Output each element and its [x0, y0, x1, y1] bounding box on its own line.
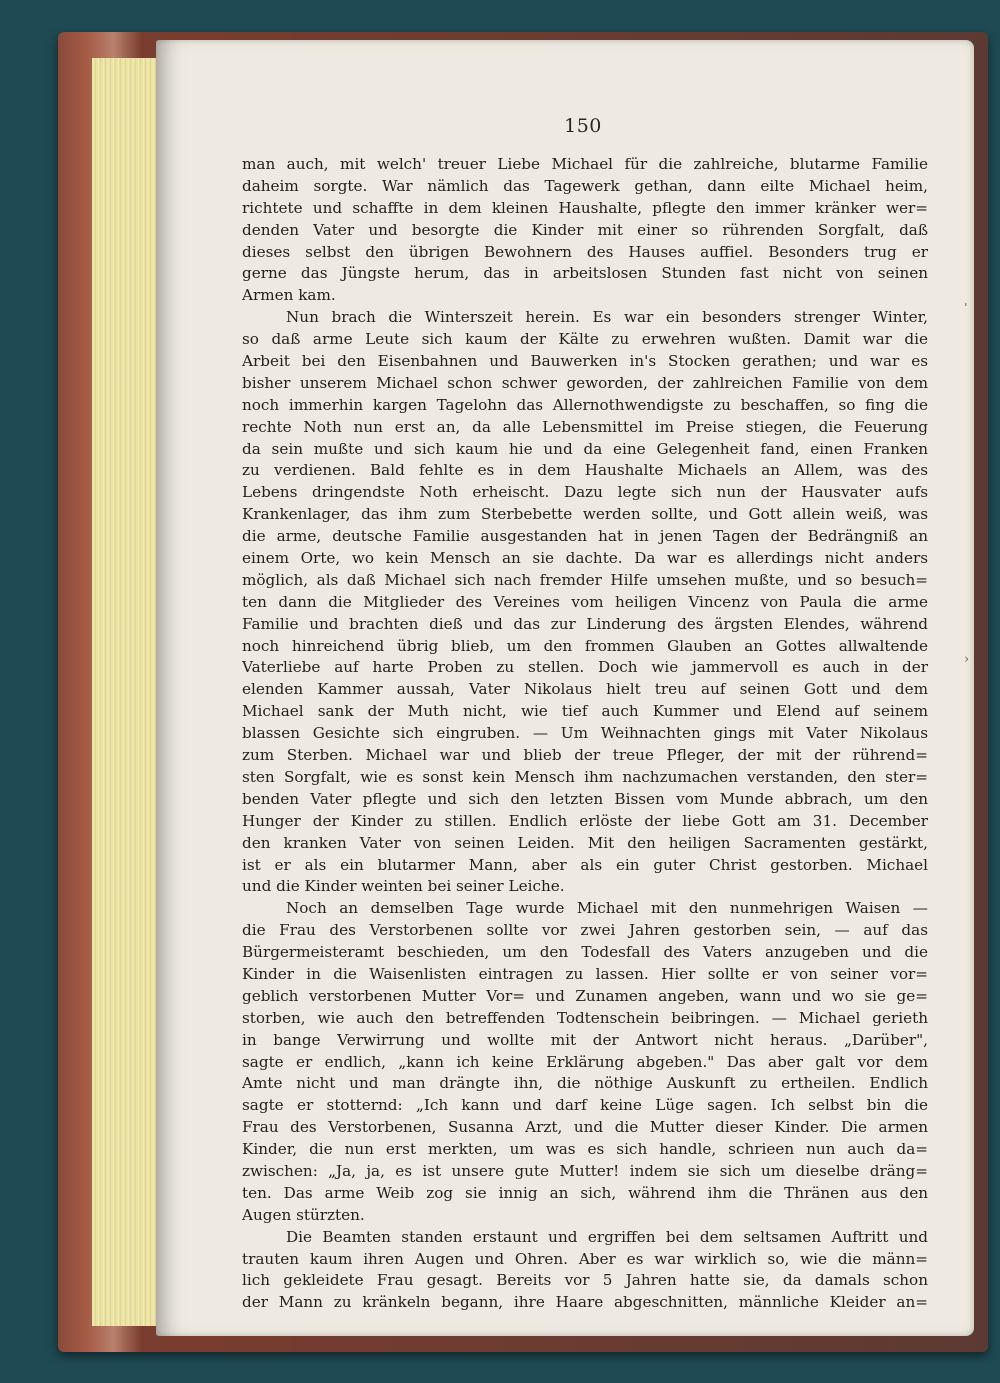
page-number: 150	[564, 115, 602, 137]
text-line: der Mann zu kränkeln begann, ihre Haare abgeschnitten, männliche Kleider an=	[242, 1293, 928, 1312]
text-line: Armen kam.	[242, 286, 336, 305]
text-line: Bürgermeisteramt beschieden, um den Todesfall des Vaters anzugeben und die	[242, 943, 928, 962]
text-line: rechte Noth nun erst an, da alle Lebensmittel im Preise stiegen, die Feuerung	[242, 417, 928, 436]
text-line: die Frau des Verstorbenen sollte vor zwei Jahren gestorben sein, — auf das	[242, 921, 928, 940]
text-line: die arme, deutsche Familie ausgestanden hat in jenen Tagen der Bedrängniß an	[242, 527, 928, 546]
text-line: bisher unserem Michael schon schwer geworden, der zahlreichen Familie von dem	[242, 373, 928, 392]
page-text	[242, 154, 928, 1314]
text-line: und die Kinder weinten bei seiner Leiche.	[242, 877, 565, 896]
text-line: storben, wie auch den betreffenden Todtenschein beibringen. — Michael gerieth	[242, 1008, 928, 1027]
text-line: blassen Gesichte sich eingruben. — Um Weihnachten gings mit Vater Nikolaus	[242, 724, 928, 743]
text-line: richtete und schaffte in dem kleinen Haushalte, pflegte den immer kränker wer=	[242, 198, 928, 217]
text-line: einem Orte, wo kein Mensch an sie dachte. Da war es allerdings nicht anders	[242, 549, 928, 568]
text-line: Krankenlager, das ihm zum Sterbebette werden sollte, und Gott allein weiß, was	[242, 505, 928, 524]
text-line: zu verdienen. Bald fehlte es in dem Haushalte Michaels an Allem, was des	[242, 461, 928, 480]
text-line: sagte er stotternd: „Ich kann und darf keine Lüge sagen. Ich selbst bin die	[242, 1096, 928, 1115]
text-line: Kinder, die nun erst merkten, um was es sich handle, schrieen nun auch da=	[242, 1140, 928, 1159]
text-line: Kinder in die Waisenlisten eintragen zu lassen. Hier sollte er von seiner vor=	[242, 964, 928, 983]
text-line: Augen stürzten.	[242, 1205, 365, 1224]
text-line: sagte er endlich, „kann ich keine Erklärung abgeben." Das aber galt vor dem	[242, 1052, 928, 1071]
text-line: Vaterliebe auf harte Proben zu stellen. Doch wie jammervoll es auch in der	[242, 658, 928, 677]
text-line: Nun brach die Winterszeit herein. Es war ein besonders strenger Winter,	[286, 308, 928, 327]
text-line: benden Vater pflegte und sich den letzten Bissen vom Munde abbrach, um den	[242, 789, 928, 808]
text-line: Lebens dringendste Noth erheischt. Dazu legte sich nun der Hausvater aufs	[242, 483, 928, 502]
text-line: ten. Das arme Weib zog sie innig an sich, während ihm die Thränen aus den	[242, 1183, 928, 1202]
text-line: zwischen: „Ja, ja, es ist unsere gute Mutter! indem sie sich um dieselbe dräng=	[242, 1161, 928, 1180]
text-line: daheim sorgte. War nämlich das Tagewerk gethan, dann eilte Michael heim,	[242, 176, 928, 195]
text-line: Amte nicht und man drängte ihn, die nöthige Auskunft zu ertheilen. Endlich	[242, 1074, 928, 1093]
text-line: den kranken Vater von seinen Leiden. Mit den heiligen Sacramenten gestärkt,	[242, 833, 928, 852]
text-line: sten Sorgfalt, wie es sonst kein Mensch ihm nachzumachen verstanden, den ster=	[242, 767, 928, 786]
text-line: trauten kaum ihren Augen und Ohren. Aber es war wirklich so, wie die männ=	[242, 1249, 928, 1268]
text-line: Familie und brachten dieß und das zur Linderung des ärgsten Elendes, während	[242, 614, 928, 633]
text-line: dieses selbst den übrigen Bewohnern des Hauses auffiel. Besonders trug er	[242, 242, 928, 261]
text-line: Frau des Verstorbenen, Susanna Arzt, und die Mutter dieser Kinder. Die armen	[242, 1118, 928, 1137]
text-line: Michael sank der Muth nicht, wie tief auch Kummer und Elend auf seinem	[242, 702, 928, 721]
text-line: Arbeit bei den Eisenbahnen und Bauwerken in's Stocken gerathen; und war es	[242, 352, 928, 371]
text-line: elenden Kammer aussah, Vater Nikolaus hielt treu auf seinen Gott und dem	[242, 680, 928, 699]
margin-mark: ›	[964, 652, 970, 667]
text-line: noch hinreichend übrig blieb, um den frommen Glauben an Gottes allwaltende	[242, 636, 928, 655]
margin-mark: ˈ	[964, 302, 968, 317]
text-line: zum Sterben. Michael war und blieb der treue Pfleger, der mit der rührend=	[242, 746, 928, 765]
text-line: denden Vater und besorgte die Kinder mit einer so rührenden Sorgfalt, daß	[242, 220, 928, 239]
text-line: geblich verstorbenen Mutter Vor= und Zunamen angeben, wann und wo sie ge=	[242, 986, 928, 1005]
text-line: in bange Verwirrung und wollte mit der Antwort nicht heraus. „Darüber",	[242, 1030, 928, 1049]
text-line: Noch an demselben Tage wurde Michael mit den nunmehrigen Waisen —	[286, 899, 928, 918]
text-line: ten dann die Mitglieder des Vereines vom heiligen Vincenz von Paula die arme	[242, 592, 928, 611]
text-line: man auch, mit welch' treuer Liebe Michael für die zahlreiche, blutarme Familie	[242, 155, 928, 173]
page-edges	[92, 58, 165, 1326]
text-line: da sein mußte und sich kaum hie und da eine Gelegenheit fand, einen Franken	[242, 439, 928, 458]
text-line: so daß arme Leute sich kaum der Kälte zu erwehren wußten. Damit war die	[242, 330, 928, 349]
text-line: Hunger der Kinder zu stillen. Endlich erlöste der liebe Gott am 31. December	[242, 811, 928, 830]
text-line: gerne das Jüngste herum, das in arbeitslosen Stunden fast nicht von seinen	[242, 264, 928, 283]
text-line: möglich, als daß Michael sich nach fremder Hilfe umsehen mußte, und so besuch=	[242, 570, 928, 589]
text-line: noch immerhin kargen Tagelohn das Allernothwendigste zu beschaffen, so fing die	[242, 395, 928, 414]
text-line: Die Beamten standen erstaunt und ergriffen bei dem seltsamen Auftritt und	[286, 1227, 928, 1246]
text-line: lich gekleidete Frau gesagt. Bereits vor 5 Jahren hatte sie, da damals schon	[242, 1271, 928, 1290]
text-line: ist er als ein blutarmer Mann, aber als ein guter Christ gestorben. Michael	[242, 855, 928, 874]
